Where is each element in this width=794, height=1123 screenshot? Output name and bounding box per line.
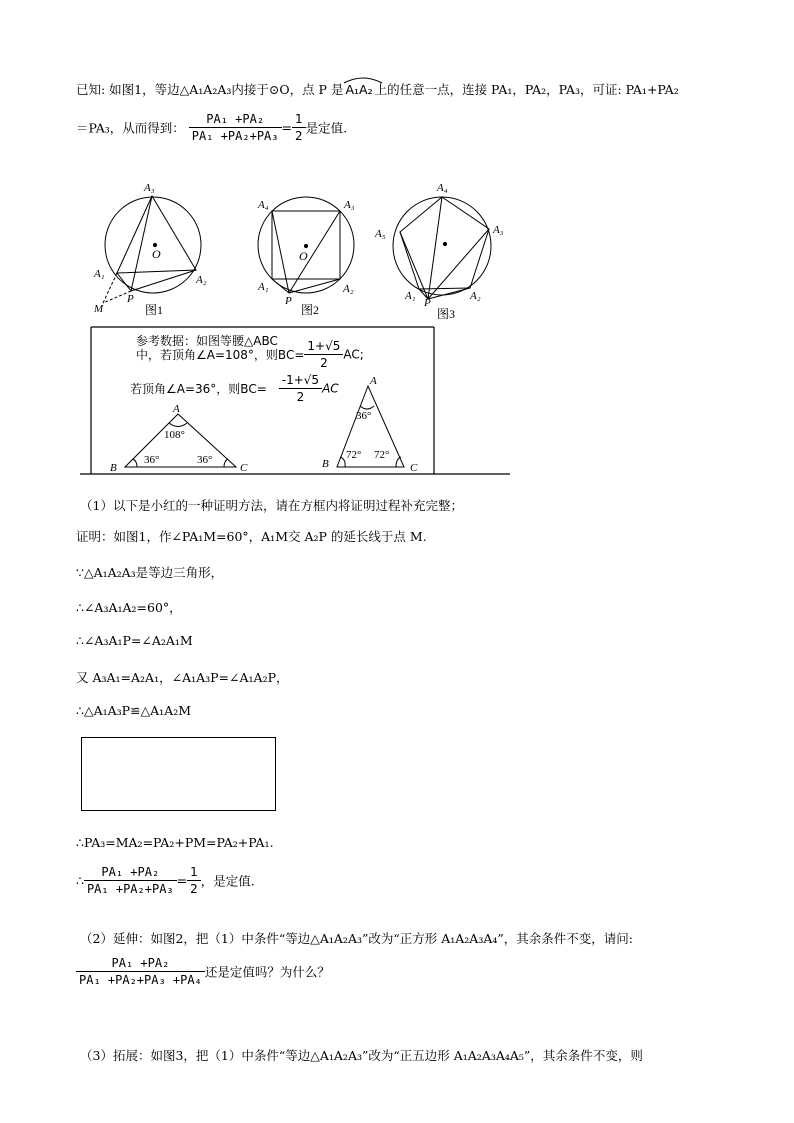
- question-2-line1: （2）延伸：如图2，把（1）中条件“等边△A₁A₂A₃”改为“正方形 A₁A₂A₃A₄”，其余条件不变，请问:: [80, 931, 633, 946]
- intro-line2: [76, 112, 347, 143]
- fig1-label-M: M: [94, 303, 104, 315]
- proof-frac-num: PA₁ +PA₂: [84, 865, 177, 881]
- reference-frac1-den: 2: [320, 356, 328, 370]
- q2-suffix: 还是定值吗？为什么？: [204, 964, 330, 980]
- arc-text: A₁A₂: [345, 82, 373, 97]
- reference-line3-prefix: 若顶角∠A=36°，则BC=: [130, 382, 267, 396]
- proof-line-5: 又 A₃A₁=A₂A₁，∠A₁A₃P=∠A₁A₂P，: [76, 670, 289, 685]
- arc-icon: [343, 76, 383, 84]
- fig1-label-P: P: [127, 293, 134, 305]
- proof-line-2: ∵△A₁A₂A₃是等边三角形，: [76, 565, 224, 580]
- tri2-C: C: [410, 462, 418, 474]
- fig1-label-A3: A₃: [144, 182, 155, 194]
- fig2-label-A4: A₄: [258, 199, 269, 211]
- intro-line2-prefix: ＝PA₃，从而得到：: [76, 120, 185, 136]
- reference-line2: [136, 339, 364, 370]
- reference-line1: 参考数据：如图等腰△ABC: [136, 334, 278, 348]
- tri2-right-angle: 72°: [374, 449, 390, 461]
- fig2-label-P: P: [285, 295, 292, 307]
- reference-frac1: [304, 339, 343, 370]
- intro-half-num: 1: [292, 112, 306, 128]
- figures-svg: [80, 172, 520, 332]
- q2-frac-den: PA₁ +PA₂+PA₃ +PA₄: [79, 973, 202, 987]
- fig1-caption: 图1: [145, 303, 164, 317]
- fig3-label-A5: A₅: [375, 228, 386, 240]
- reference-line3-suffix: AC: [322, 381, 339, 396]
- intro-half: [292, 112, 306, 143]
- tri1-C: C: [240, 462, 248, 474]
- proof-line-4: ∴∠A₃A₁P=∠A₂A₁M: [76, 633, 193, 648]
- reference-frac2-num: -1+√5: [279, 373, 322, 389]
- proof-line-6: ∴△A₁A₃P≌△A₁A₂M: [76, 703, 192, 718]
- fig3-label-P: P: [424, 297, 431, 309]
- intro-line2-end: 是定值.: [305, 120, 348, 136]
- proof-line-7: ∴PA₃=MA₂=PA₂+PM=PA₂+PA₁.: [76, 835, 274, 850]
- tri1-A: A: [173, 403, 180, 415]
- intro-frac-den: PA₁ +PA₂+PA₃: [191, 129, 279, 143]
- proof-line-8: [76, 865, 255, 896]
- fig3-label-A4: A₄: [437, 182, 448, 194]
- proof-line-1: 证明：如图1，作∠PA₁M=60°，A₁M交 A₂P 的延长线于点 M.: [76, 529, 427, 544]
- reference-line2-suffix: AC;: [343, 347, 364, 362]
- figure-2: [258, 197, 354, 293]
- tri1-B: B: [110, 462, 117, 474]
- proof-half-den: 2: [190, 882, 198, 896]
- reference-line3: [130, 373, 339, 404]
- fig3-label-A1: A₁: [405, 290, 416, 302]
- intro-text-end: 上的任意一点，连接 PA₁，PA₂，PA₃，可证: PA₁+PA₂: [374, 82, 679, 97]
- proof-fraction: [84, 865, 177, 896]
- intro-line1: [76, 80, 679, 98]
- tri2-B: B: [322, 458, 329, 470]
- fig2-label-A3: A₃: [344, 199, 355, 211]
- reference-frac2-den: 2: [296, 390, 305, 404]
- intro-fraction: [189, 112, 282, 143]
- q2-fraction: [76, 956, 205, 987]
- fig3-caption: 图3: [437, 307, 456, 321]
- reference-frac1-num: 1+√5: [304, 339, 343, 355]
- proof-half: [187, 865, 201, 896]
- tri1-right-angle: 36°: [197, 454, 213, 466]
- tri1-left-angle: 36°: [144, 454, 160, 466]
- fig1-label-A1: A₁: [94, 268, 105, 280]
- q2-frac-num: PA₁ +PA₂: [76, 956, 205, 972]
- tri2-A: A: [370, 375, 377, 387]
- fig2-label-O: O: [299, 249, 308, 263]
- proof-line8-prefix: ∴: [76, 873, 84, 888]
- answer-box[interactable]: [81, 737, 276, 811]
- fig2-label-A2: A₂: [343, 283, 354, 295]
- arc-label: [345, 82, 372, 97]
- fig3-label-A3: A₃: [493, 224, 504, 236]
- reference-frac2: [279, 373, 322, 404]
- tri2-top-angle: 36°: [356, 410, 372, 422]
- fig3-label-A2: A₂: [470, 290, 481, 302]
- intro-eq: =: [281, 120, 292, 135]
- fig2-label-A1: A₁: [258, 281, 269, 293]
- reference-line2-prefix: 中，若顶角∠A=108°，则BC=: [136, 348, 305, 362]
- figure-3: [393, 197, 491, 299]
- question-1: （1）以下是小红的一种证明方法，请在方框内将证明过程补充完整；: [80, 498, 463, 513]
- fig2-caption: 图2: [301, 303, 320, 317]
- proof-line8-suffix: ，是定值.: [200, 873, 255, 889]
- proof-eq: =: [176, 873, 188, 888]
- tri2-left-angle: 72°: [346, 449, 362, 461]
- intro-frac-num: PA₁ +PA₂: [189, 112, 282, 128]
- question-2-line2: [76, 956, 330, 987]
- proof-half-num: 1: [187, 865, 201, 881]
- tri1-top-angle: 108°: [164, 429, 185, 441]
- question-3-line1: （3）拓展：如图3，把（1）中条件“等边△A₁A₂A₃”改为“正五边形 A₁A₂A₃A₄A₅”，其余条件不变，则: [80, 1048, 643, 1063]
- intro-text: 已知: 如图1，等边△A₁A₂A₃内接于⊙O，点 P 是: [76, 82, 344, 97]
- proof-line-3: ∴∠A₃A₁A₂=60°，: [76, 600, 182, 615]
- intro-half-den: 2: [294, 129, 303, 143]
- fig1-label-A2: A₂: [196, 274, 207, 286]
- proof-frac-den: PA₁ +PA₂+PA₃: [86, 882, 174, 896]
- fig1-label-O: O: [152, 247, 161, 261]
